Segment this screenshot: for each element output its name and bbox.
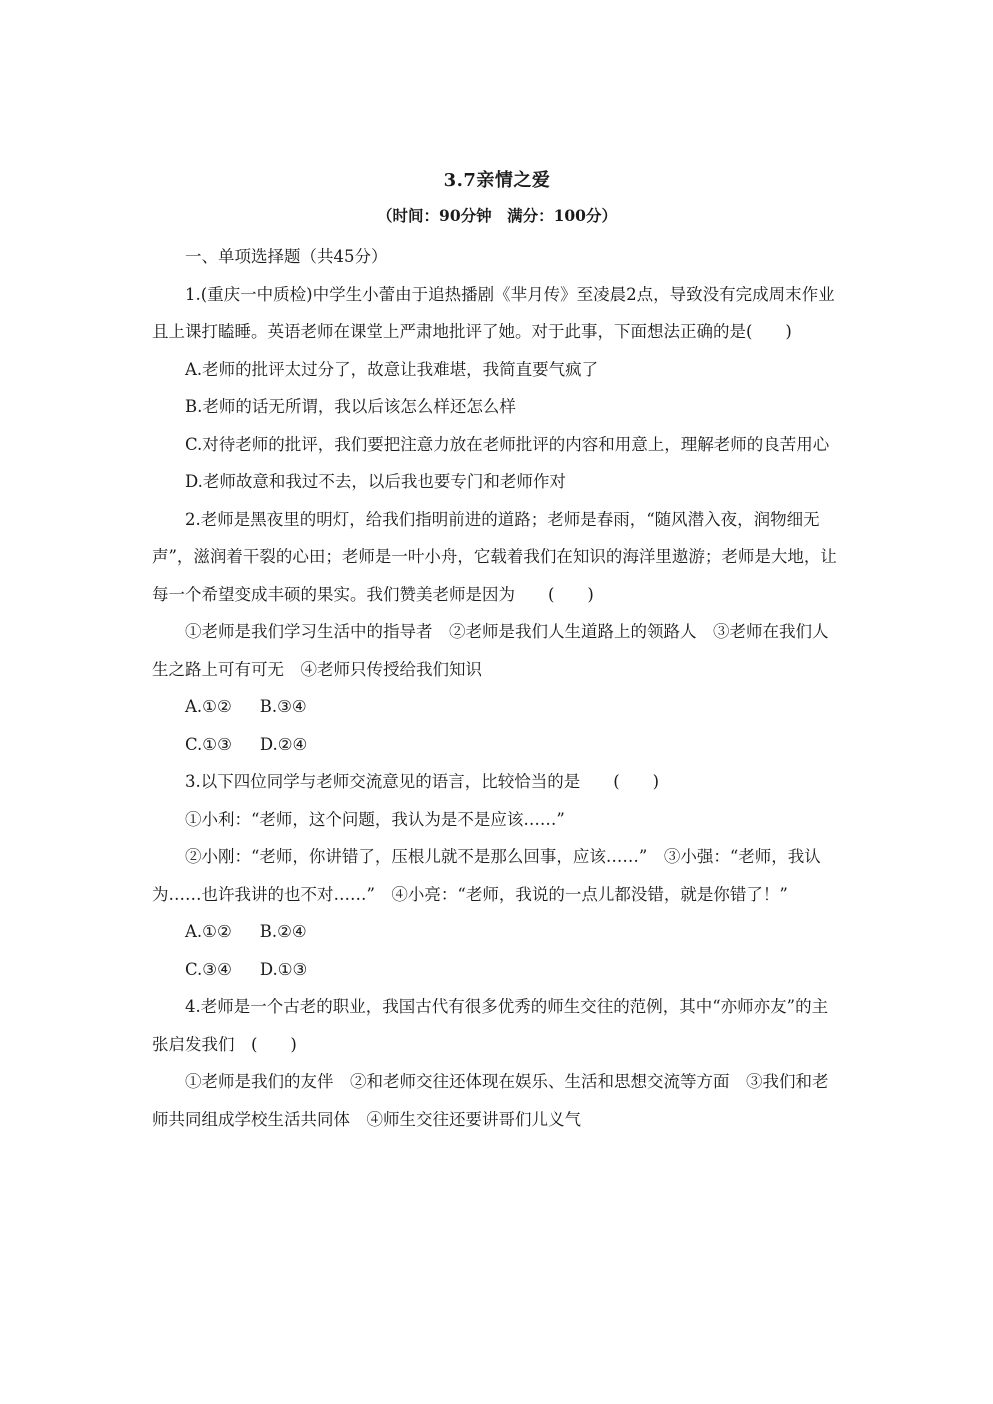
question-2-option-b: B.③④ (259, 697, 307, 716)
question-3-items-2-4: ②小刚：“老师，你讲错了，压根儿就不是那么回事，应该……” ③小强：“老师，我认为……也许我讲的也不对……” ④小亮：“老师，我说的一点儿都没错，就是你错了！” (152, 847, 821, 904)
question-3-item-1: ①小利：“老师，这个问题，我认为是不是应该……” (185, 809, 565, 829)
question-4-items: ①老师是我们的友伴 ②和老师交往还体现在娱乐、生活和思想交流等方面 ③我们和老师共同组成学校生活共同体 ④师生交往还要讲哥们儿义气 (152, 1072, 829, 1129)
question-1-option-c: C.对待老师的批评，我们要把注意力放在老师批评的内容和用意上，理解老师的良苦用心 (185, 434, 830, 454)
section-heading: 一、单项选择题（共45分） (185, 247, 388, 266)
question-1-stem: 1.(重庆一中质检)中学生小蕾由于追热播剧《芈月传》至凌晨2点，导致没有完成周末作业且上课打瞌睡。英语老师在课堂上严肃地批评了她。对于此事，下面想法正确的是( ) (152, 284, 835, 341)
question-2-items: ①老师是我们学习生活中的指导者 ②老师是我们人生道路上的领路人 ③老师在我们人生之路上可有可无 ④老师只传授给我们知识 (152, 622, 829, 679)
question-3-options-row-1 (152, 913, 842, 951)
document-subtitle: （时间：90分钟 满分：100分） (377, 206, 617, 225)
question-4-stem: 4.老师是一个古老的职业，我国古代有很多优秀的师生交往的范例，其中“亦师亦友”的主张启发我们 ( ) (152, 997, 829, 1054)
question-2-option-d: D.②④ (259, 734, 308, 754)
question-2-options-row-1 (152, 688, 842, 726)
question-1-option-a: A.老师的批评太过分了，故意让我难堪，我简直要气疯了 (185, 359, 599, 379)
question-3-option-b: B.②④ (259, 922, 307, 941)
question-1-option-b: B.老师的话无所谓，我以后该怎么样还怎么样 (185, 397, 516, 416)
question-3-option-d: D.①③ (259, 959, 308, 979)
question-3-stem: 3.以下四位同学与老师交流意见的语言，比较恰当的是 ( ) (185, 772, 660, 791)
question-2-options-row-2 (152, 726, 842, 764)
document-title: 3.7亲情之爱 (443, 170, 551, 191)
question-1-option-d: D.老师故意和我过不去，以后我也要专门和老师作对 (185, 472, 566, 491)
question-2-stem: 2.老师是黑夜里的明灯，给我们指明前进的道路；老师是春雨，“随风潜入夜，润物细无声”，滋润着干裂的心田；老师是一叶小舟，它载着我们在知识的海洋里遨游；老师是大地，让每一个希望变成丰硕的果实。我们赞美老师是因为 ( ) (152, 509, 837, 604)
question-2-option-a: A.①② (185, 697, 232, 716)
document-body (152, 238, 842, 1138)
question-3-options-row-2 (152, 951, 842, 989)
question-3-option-c: C.③④ (185, 959, 232, 979)
question-3-option-a: A.①② (185, 922, 232, 941)
question-2-option-c: C.①③ (185, 734, 232, 754)
